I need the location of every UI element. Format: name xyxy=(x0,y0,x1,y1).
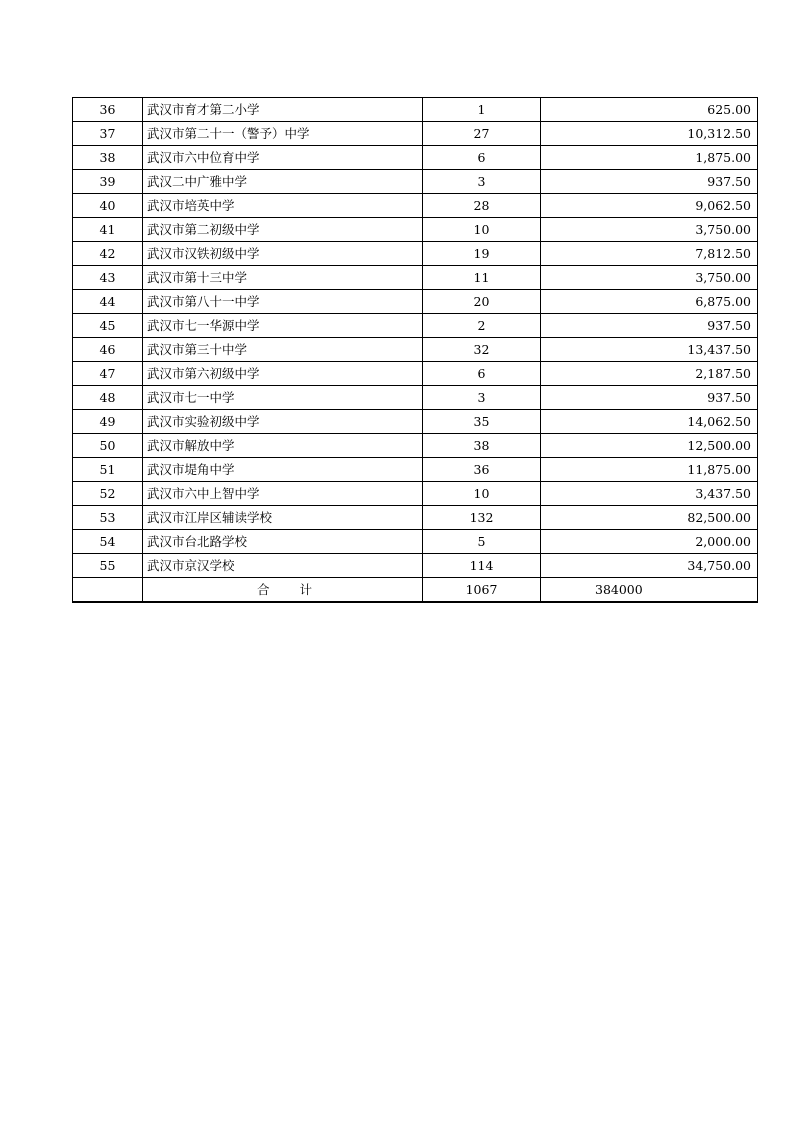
total-amount-cell: 384000 xyxy=(541,578,758,603)
table-row xyxy=(73,554,758,578)
total-label-part1: 合 xyxy=(256,582,270,597)
row-number-cell: 46 xyxy=(73,338,143,362)
total-row xyxy=(73,578,758,603)
table-row xyxy=(73,122,758,146)
count-cell: 35 xyxy=(423,410,541,434)
count-cell: 5 xyxy=(423,530,541,554)
table-row xyxy=(73,482,758,506)
amount-cell: 3,750.00 xyxy=(541,266,758,290)
amount-cell: 9,062.50 xyxy=(541,194,758,218)
table-row xyxy=(73,218,758,242)
school-name-cell: 武汉市解放中学 xyxy=(143,434,423,458)
total-label-cell xyxy=(143,578,423,603)
school-name-cell: 武汉市第二初级中学 xyxy=(143,218,423,242)
amount-cell: 13,437.50 xyxy=(541,338,758,362)
row-number-cell: 42 xyxy=(73,242,143,266)
count-cell: 10 xyxy=(423,482,541,506)
row-number-cell: 49 xyxy=(73,410,143,434)
count-cell: 1 xyxy=(423,98,541,122)
table-row xyxy=(73,458,758,482)
table-row xyxy=(73,290,758,314)
amount-cell: 3,437.50 xyxy=(541,482,758,506)
school-name-cell: 武汉市培英中学 xyxy=(143,194,423,218)
table-row xyxy=(73,98,758,122)
school-name-cell: 武汉市江岸区辅读学校 xyxy=(143,506,423,530)
total-label-part2: 计 xyxy=(299,582,313,597)
row-number-cell: 53 xyxy=(73,506,143,530)
amount-cell: 625.00 xyxy=(541,98,758,122)
school-name-cell: 武汉市汉铁初级中学 xyxy=(143,242,423,266)
school-name-cell: 武汉市六中位育中学 xyxy=(143,146,423,170)
school-name-cell: 武汉市堤角中学 xyxy=(143,458,423,482)
school-name-cell: 武汉市第八十一中学 xyxy=(143,290,423,314)
table-row xyxy=(73,146,758,170)
count-cell: 38 xyxy=(423,434,541,458)
school-name-cell: 武汉市实验初级中学 xyxy=(143,410,423,434)
school-name-cell: 武汉市六中上智中学 xyxy=(143,482,423,506)
amount-cell: 14,062.50 xyxy=(541,410,758,434)
table-row xyxy=(73,194,758,218)
row-number-cell: 54 xyxy=(73,530,143,554)
amount-cell: 82,500.00 xyxy=(541,506,758,530)
count-cell: 27 xyxy=(423,122,541,146)
count-cell: 10 xyxy=(423,218,541,242)
table-body xyxy=(73,98,758,603)
table-row xyxy=(73,362,758,386)
row-number-cell: 47 xyxy=(73,362,143,386)
row-number-cell: 44 xyxy=(73,290,143,314)
row-number-cell: 41 xyxy=(73,218,143,242)
row-number-cell: 52 xyxy=(73,482,143,506)
school-name-cell: 武汉市第二十一（警予）中学 xyxy=(143,122,423,146)
table-row xyxy=(73,386,758,410)
row-number-cell: 43 xyxy=(73,266,143,290)
school-allocation-table xyxy=(72,97,758,603)
table-row xyxy=(73,434,758,458)
row-number-cell: 38 xyxy=(73,146,143,170)
row-number-cell: 50 xyxy=(73,434,143,458)
row-number-cell: 36 xyxy=(73,98,143,122)
school-name-cell: 武汉市京汉学校 xyxy=(143,554,423,578)
table-row xyxy=(73,242,758,266)
row-number-cell: 37 xyxy=(73,122,143,146)
row-number-cell: 51 xyxy=(73,458,143,482)
count-cell: 2 xyxy=(423,314,541,338)
table-row xyxy=(73,506,758,530)
row-number-cell: 45 xyxy=(73,314,143,338)
amount-cell: 1,875.00 xyxy=(541,146,758,170)
amount-cell: 2,187.50 xyxy=(541,362,758,386)
count-cell: 3 xyxy=(423,170,541,194)
amount-cell: 937.50 xyxy=(541,170,758,194)
amount-cell: 937.50 xyxy=(541,386,758,410)
table-row xyxy=(73,338,758,362)
school-name-cell: 武汉市第十三中学 xyxy=(143,266,423,290)
amount-cell: 11,875.00 xyxy=(541,458,758,482)
total-count-cell: 1067 xyxy=(423,578,541,603)
school-name-cell: 武汉市七一中学 xyxy=(143,386,423,410)
school-name-cell: 武汉市七一华源中学 xyxy=(143,314,423,338)
table-row xyxy=(73,530,758,554)
count-cell: 20 xyxy=(423,290,541,314)
count-cell: 6 xyxy=(423,362,541,386)
count-cell: 132 xyxy=(423,506,541,530)
count-cell: 19 xyxy=(423,242,541,266)
school-name-cell: 武汉市育才第二小学 xyxy=(143,98,423,122)
table-row xyxy=(73,410,758,434)
count-cell: 28 xyxy=(423,194,541,218)
table-row xyxy=(73,170,758,194)
count-cell: 36 xyxy=(423,458,541,482)
school-name-cell: 武汉市第三十中学 xyxy=(143,338,423,362)
table-row xyxy=(73,266,758,290)
row-number-cell: 40 xyxy=(73,194,143,218)
row-number-cell: 48 xyxy=(73,386,143,410)
row-number-cell: 39 xyxy=(73,170,143,194)
count-cell: 32 xyxy=(423,338,541,362)
count-cell: 6 xyxy=(423,146,541,170)
table-row xyxy=(73,314,758,338)
amount-cell: 937.50 xyxy=(541,314,758,338)
amount-cell: 34,750.00 xyxy=(541,554,758,578)
total-empty-cell xyxy=(73,578,143,603)
count-cell: 114 xyxy=(423,554,541,578)
amount-cell: 10,312.50 xyxy=(541,122,758,146)
count-cell: 3 xyxy=(423,386,541,410)
amount-cell: 12,500.00 xyxy=(541,434,758,458)
amount-cell: 3,750.00 xyxy=(541,218,758,242)
count-cell: 11 xyxy=(423,266,541,290)
row-number-cell: 55 xyxy=(73,554,143,578)
amount-cell: 6,875.00 xyxy=(541,290,758,314)
school-name-cell: 武汉市第六初级中学 xyxy=(143,362,423,386)
amount-cell: 7,812.50 xyxy=(541,242,758,266)
amount-cell: 2,000.00 xyxy=(541,530,758,554)
school-name-cell: 武汉市台北路学校 xyxy=(143,530,423,554)
school-name-cell: 武汉二中广雅中学 xyxy=(143,170,423,194)
